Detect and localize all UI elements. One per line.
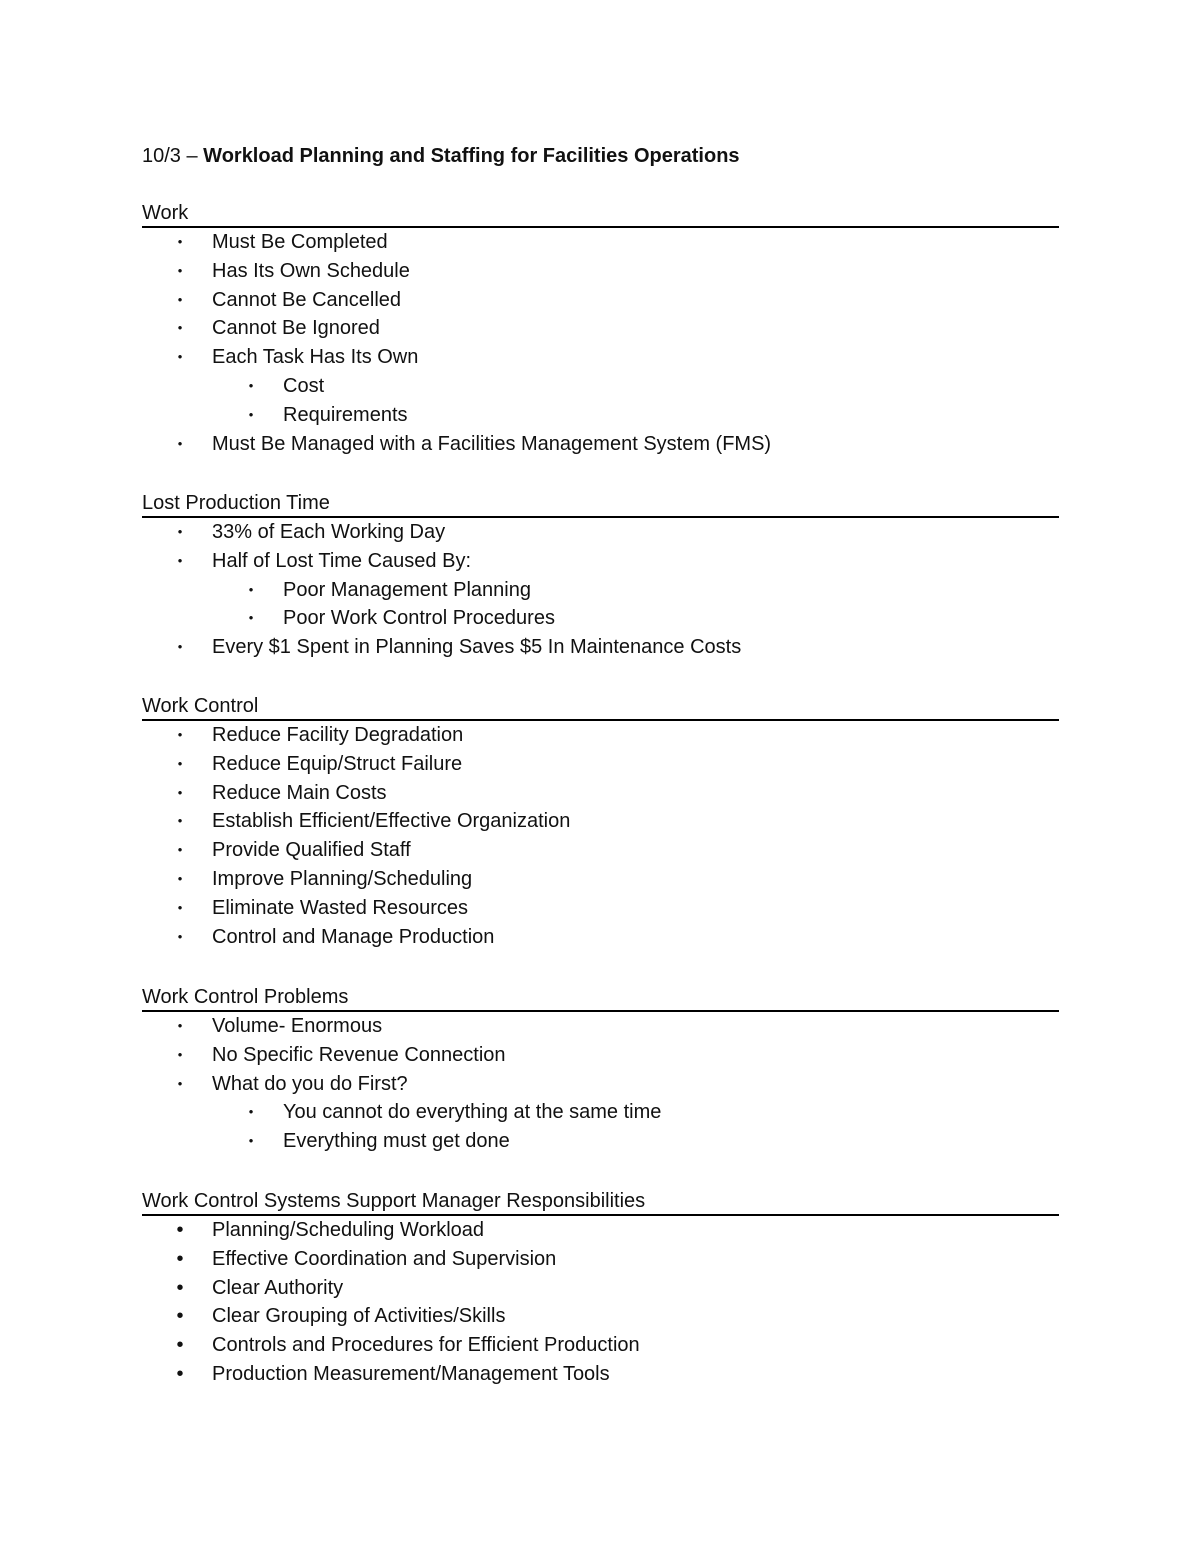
bullet-icon: • bbox=[177, 870, 183, 886]
list-item bbox=[142, 430, 1059, 459]
section-heading: Work bbox=[142, 198, 1059, 228]
document-title bbox=[142, 143, 740, 169]
bullet-icon: • bbox=[248, 1104, 254, 1120]
section-heading: Work Control bbox=[142, 691, 1059, 721]
list-item-text: Reduce Main Costs bbox=[212, 781, 387, 804]
bullet-list bbox=[142, 228, 1059, 458]
list-item bbox=[142, 1216, 1059, 1245]
list-item-text: 33% of Each Working Day bbox=[212, 521, 446, 543]
list-item-text: Cannot Be Cancelled bbox=[212, 288, 402, 311]
bullet-icon: • bbox=[176, 1247, 184, 1270]
list-item bbox=[142, 779, 1059, 808]
bullet-icon: • bbox=[176, 1219, 184, 1241]
bullet-icon: • bbox=[177, 899, 183, 915]
list-item-text: Poor Management Planning bbox=[283, 578, 531, 601]
sub-list-item bbox=[142, 576, 1059, 605]
list-item-text: Poor Work Control Procedures bbox=[283, 607, 555, 630]
list-item bbox=[142, 1041, 1059, 1070]
bullet-icon: • bbox=[177, 813, 183, 829]
sub-list-item bbox=[142, 1127, 1059, 1156]
list-item bbox=[142, 894, 1059, 923]
list-item bbox=[142, 721, 1059, 750]
list-item-text: Cannot Be Ignored bbox=[212, 317, 380, 340]
list-item bbox=[142, 228, 1059, 257]
list-item-text: Volume- Enormous bbox=[212, 1015, 383, 1037]
sub-list-item bbox=[142, 604, 1059, 633]
bullet-list bbox=[142, 518, 1059, 662]
section-work-control bbox=[142, 691, 1059, 951]
list-item-text: Must Be Managed with a Facilities Management System (FMS) bbox=[212, 432, 772, 455]
list-item-text: Clear Authority bbox=[212, 1276, 344, 1299]
title-date-prefix: 10/3 – bbox=[142, 145, 204, 167]
bullet-icon: • bbox=[177, 1046, 183, 1062]
section-lost-production-time bbox=[142, 488, 1059, 662]
bullet-icon: • bbox=[176, 1362, 184, 1385]
list-item-text: Production Measurement/Management Tools bbox=[212, 1362, 610, 1385]
section-heading: Work Control Systems Support Manager Responsibilities bbox=[142, 1186, 1059, 1216]
bullet-list bbox=[142, 1216, 1059, 1389]
bullet-icon: • bbox=[177, 234, 183, 249]
bullet-icon: • bbox=[177, 435, 183, 451]
list-item bbox=[142, 547, 1059, 576]
section-manager-responsibilities bbox=[142, 1186, 1059, 1389]
bullet-icon: • bbox=[177, 320, 183, 336]
bullet-icon: • bbox=[177, 349, 183, 365]
list-item bbox=[142, 1331, 1059, 1360]
list-item bbox=[142, 1360, 1059, 1389]
bullet-icon: • bbox=[177, 524, 183, 539]
section-work bbox=[142, 198, 1059, 458]
list-item-text: Controls and Procedures for Efficient Production bbox=[212, 1334, 640, 1357]
list-item bbox=[142, 1302, 1059, 1331]
section-heading: Work Control Problems bbox=[142, 982, 1059, 1012]
list-item-text: Eliminate Wasted Resources bbox=[212, 896, 469, 919]
list-item-text: Control and Manage Production bbox=[212, 925, 495, 948]
sub-list-item bbox=[142, 401, 1059, 430]
bullet-icon: • bbox=[248, 610, 254, 626]
list-item-text: Every $1 Spent in Planning Saves $5 In Maintenance Costs bbox=[212, 636, 742, 659]
list-item-text: Cost bbox=[283, 374, 325, 397]
section-heading: Lost Production Time bbox=[142, 488, 1059, 518]
list-item-text: Improve Planning/Scheduling bbox=[212, 867, 473, 890]
list-item bbox=[142, 923, 1059, 952]
list-item-text: Each Task Has Its Own bbox=[212, 346, 419, 369]
list-item-text: Clear Grouping of Activities/Skills bbox=[212, 1305, 506, 1328]
list-item bbox=[142, 1070, 1059, 1099]
bullet-icon: • bbox=[177, 1018, 183, 1033]
list-item-text: Planning/Scheduling Workload bbox=[212, 1219, 485, 1241]
section-work-control-problems bbox=[142, 982, 1059, 1156]
bullet-icon: • bbox=[248, 377, 254, 393]
list-item-text: Half of Lost Time Caused By: bbox=[212, 549, 472, 572]
list-item-text: Must Be Completed bbox=[212, 231, 388, 253]
bullet-icon: • bbox=[177, 928, 183, 944]
list-item-text: Has Its Own Schedule bbox=[212, 259, 410, 282]
bullet-icon: • bbox=[177, 755, 183, 771]
title-text: Workload Planning and Staffing for Facilities Operations bbox=[203, 145, 740, 167]
bullet-icon: • bbox=[176, 1276, 184, 1299]
bullet-icon: • bbox=[176, 1305, 184, 1328]
bullet-icon: • bbox=[248, 1133, 254, 1149]
bullet-icon: • bbox=[177, 842, 183, 858]
list-item bbox=[142, 807, 1059, 836]
list-item bbox=[142, 286, 1059, 315]
bullet-icon: • bbox=[248, 406, 254, 422]
list-item bbox=[142, 1245, 1059, 1274]
list-item bbox=[142, 750, 1059, 779]
bullet-icon: • bbox=[177, 291, 183, 307]
list-item-text: You cannot do everything at the same time bbox=[283, 1101, 662, 1124]
sub-list-item bbox=[142, 1098, 1059, 1127]
list-item-text: Requirements bbox=[283, 403, 408, 426]
list-item-text: What do you do First? bbox=[212, 1072, 408, 1095]
bullet-icon: • bbox=[176, 1334, 184, 1357]
bullet-icon: • bbox=[177, 727, 183, 742]
bullet-list bbox=[142, 721, 1059, 951]
list-item-text: Provide Qualified Staff bbox=[212, 839, 411, 862]
list-item bbox=[142, 865, 1059, 894]
bullet-icon: • bbox=[248, 581, 254, 597]
bullet-icon: • bbox=[177, 639, 183, 655]
list-item bbox=[142, 518, 1059, 547]
bullet-icon: • bbox=[177, 262, 183, 278]
list-item bbox=[142, 257, 1059, 286]
list-item-text: Reduce Facility Degradation bbox=[212, 724, 464, 746]
list-item-text: Reduce Equip/Struct Failure bbox=[212, 752, 463, 775]
list-item bbox=[142, 633, 1059, 662]
list-item-text: Establish Efficient/Effective Organization bbox=[212, 810, 571, 833]
sub-list-item bbox=[142, 372, 1059, 401]
bullet-list bbox=[142, 1012, 1059, 1156]
list-item-text: Everything must get done bbox=[283, 1130, 510, 1153]
list-item bbox=[142, 314, 1059, 343]
list-item-text: No Specific Revenue Connection bbox=[212, 1043, 506, 1066]
list-item bbox=[142, 343, 1059, 372]
bullet-icon: • bbox=[177, 552, 183, 568]
list-item-text: Effective Coordination and Supervision bbox=[212, 1247, 557, 1270]
list-item bbox=[142, 1012, 1059, 1041]
list-item bbox=[142, 1274, 1059, 1303]
bullet-icon: • bbox=[177, 1075, 183, 1091]
list-item bbox=[142, 836, 1059, 865]
bullet-icon: • bbox=[177, 784, 183, 800]
